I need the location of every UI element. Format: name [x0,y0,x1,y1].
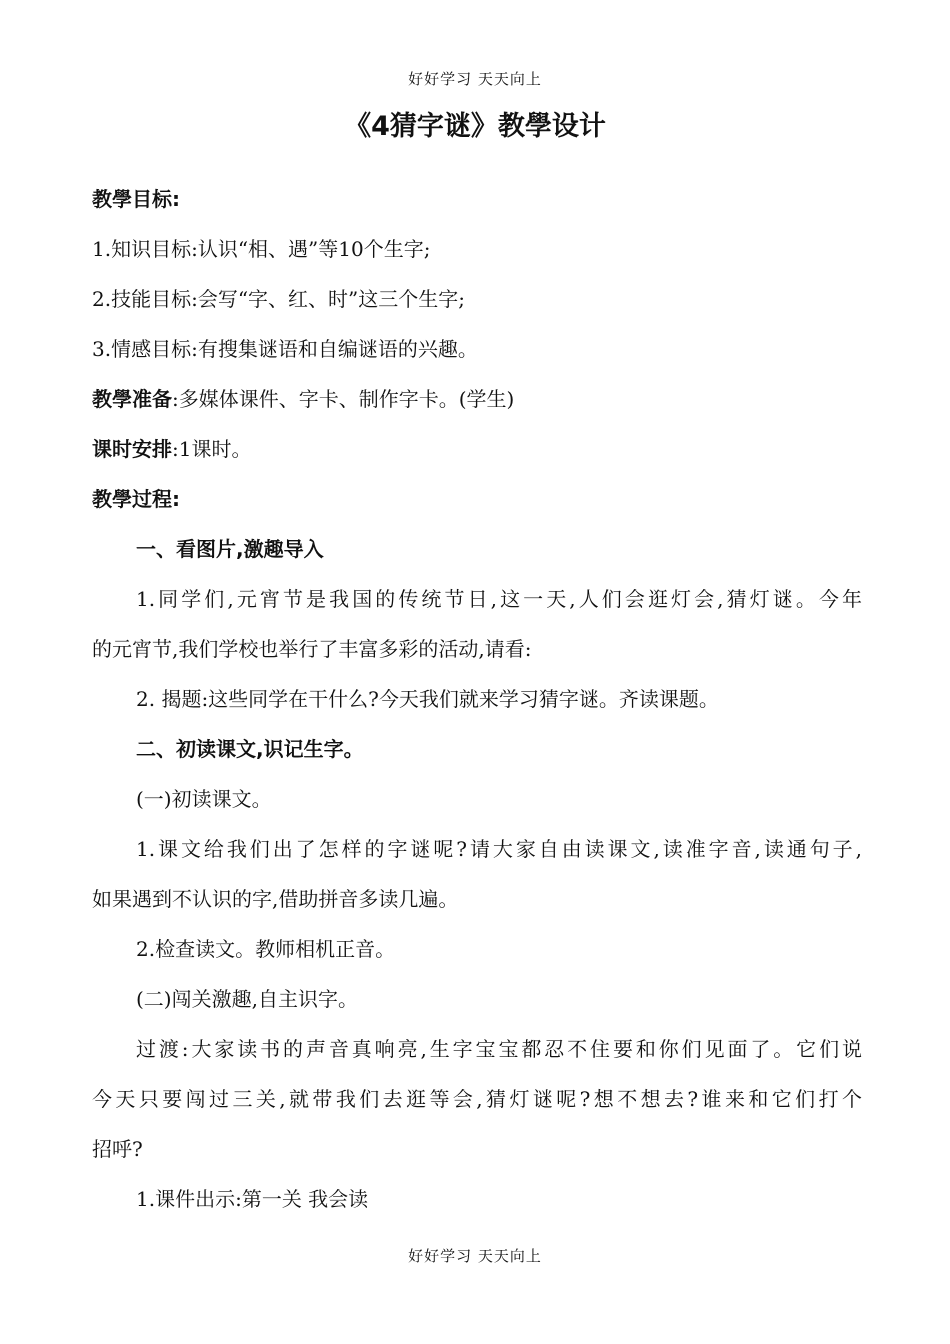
paragraph-line: 1.课件出示:第一关 我会读 [136,1187,369,1211]
subheading: (一)初读课文。 [136,787,272,811]
paragraph-line: 的元宵节,我们学校也举行了丰富多彩的活动,请看: [92,637,532,661]
page-header: 好好学习 天天向上 [408,70,542,88]
paragraph-line: 如果遇到不认识的字,借助拼音多读几遍。 [92,887,459,911]
goal-item: 1.知识目标:认识“相、遇”等10个生字; [92,237,431,261]
section2-heading: 二、初读课文,识记生字。 [136,737,364,761]
paragraph-line: 过渡:大家读书的声音真响亮,生字宝宝都忍不住要和你们见面了。它们说 [136,1037,862,1061]
goals-heading: 教學目标: [92,187,180,211]
schedule-line [92,424,862,474]
paragraph-line: 1.同学们,元宵节是我国的传统节日,这一天,人们会逛灯会,猜灯谜。今年 [136,587,862,611]
prep-text: :多媒体课件、字卡、制作字卡。(学生) [172,387,515,411]
paragraph-line: 2.检查读文。教师相机正音。 [136,937,396,961]
paragraph-line: 招呼? [92,1137,143,1161]
goal-item: 2.技能目标:会写“字、红、时”这三个生字; [92,287,466,311]
page-footer: 好好学习 天天向上 [408,1247,542,1265]
goal-item: 3.情感目标:有搜集谜语和自编谜语的兴趣。 [92,337,478,361]
prep-line [92,374,862,424]
paragraph-line: 1.课文给我们出了怎样的字谜呢?请大家自由读课文,读准字音,读通句子, [136,837,862,861]
prep-label: 教學准备 [92,387,172,411]
process-heading: 教學过程: [92,487,180,511]
subheading: (二)闯关激趣,自主识字。 [136,987,358,1011]
section1-heading: 一、看图片,激趣导入 [136,537,324,561]
paragraph-line: 2. 揭题:这些同学在干什么?今天我们就来学习猜字谜。齐读课题。 [136,687,719,711]
schedule-text: :1课时。 [172,437,252,461]
schedule-label: 课时安排 [92,437,172,461]
document-body [92,174,862,1224]
paragraph-line: 今天只要闯过三关,就带我们去逛等会,猜灯谜呢?想不想去?谁来和它们打个 [92,1087,862,1111]
document-title: 《4猜字谜》教學设计 [344,111,606,142]
